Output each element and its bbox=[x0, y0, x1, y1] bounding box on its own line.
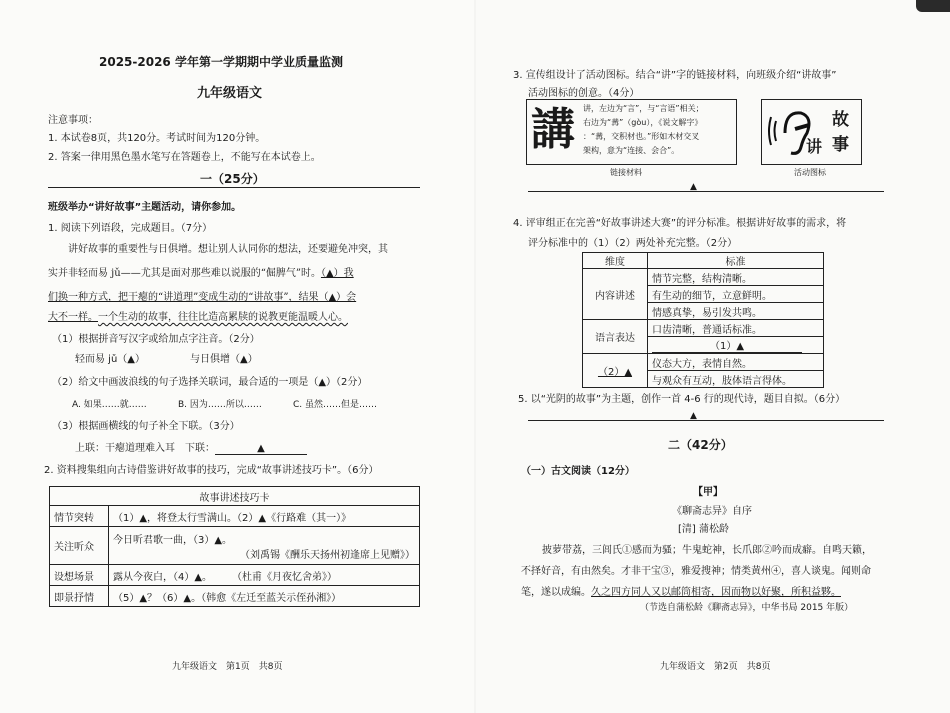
classical-reading-heading: （一）古文阅读（12分） bbox=[521, 466, 635, 477]
q3-answer-mark: ▲ bbox=[690, 182, 697, 192]
q1-sub2-option-a: A. 如果……就…… bbox=[72, 400, 147, 410]
q1-sub3: （3）根据画横线的句子补全下联。（3分） bbox=[52, 421, 240, 432]
material-line-3: ：“冓，交积材也。”形如木材交叉 bbox=[583, 132, 700, 141]
classical-text-line-3 bbox=[521, 583, 841, 598]
question-2-title: 2. 资料搜集组向古诗借鉴讲好故事的技巧，完成“故事讲述技巧卡”。（6分） bbox=[44, 465, 379, 476]
corner-mark bbox=[916, 0, 950, 12]
couplet-answer-blank: ▲ bbox=[215, 443, 307, 455]
card-row-content: 露从今夜白，（4）▲。 （杜甫《月夜忆舍弟》） bbox=[109, 565, 420, 586]
question-5: 5. 以“光阴的故事”为主题，创作一首 4-6 行的现代诗，题目自拟。（6分） bbox=[518, 394, 846, 405]
classical-text-line-1: 披萝带荔，三闾氏①感而为骚；牛鬼蛇神，长爪郎②吟而成癖。自鸣天籁， bbox=[542, 545, 872, 556]
couplet-line bbox=[75, 439, 307, 455]
criteria-blank-1: （1）▲ bbox=[652, 337, 802, 353]
notice-item-1: 1. 本试卷8页，共120分。考试时间为120分钟。 bbox=[48, 133, 266, 144]
material-caption: 链接材料 bbox=[610, 168, 642, 177]
card-row-content: （1）▲，将登太行雪满山。（2）▲《行路难（其一）》 bbox=[109, 506, 420, 527]
q1-sub1-item-a: 轻而易 jǔ（▲） bbox=[75, 354, 145, 365]
classical-text-line-2: 不择好音，有由然矣。才非干宝③，雅爱搜神；情类黄州④，喜人谈鬼。闻则命 bbox=[521, 566, 871, 577]
material-line-2: 右边为“冓”（gòu），《说文解字》 bbox=[583, 118, 703, 127]
classical-source: （节选自蒲松龄《聊斋志异》，中华书局 2015 年版） bbox=[640, 603, 854, 613]
criteria-cell: 口齿清晰，普通话标准。 bbox=[648, 320, 824, 337]
icon-caption: 活动图标 bbox=[794, 168, 826, 177]
card-row-label: 设想场景 bbox=[50, 565, 109, 586]
card-row-label: 关注听众 bbox=[50, 527, 109, 565]
q1-sub2-option-b: B. 因为……所以…… bbox=[178, 400, 262, 410]
card-row-label: 即景抒情 bbox=[50, 586, 109, 607]
passage-jia-label: 【甲】 bbox=[693, 487, 723, 498]
passage-blank-1: （▲）我 bbox=[320, 268, 354, 279]
classical-underlined-sentence: 久之四方同人又以邮筒相寄，因而物以好聚，所积益夥。 bbox=[591, 587, 841, 598]
q1-sub1: （1）根据拼音写汉字或给加点字注音。（2分） bbox=[52, 334, 260, 345]
couplet-text: 上联：干瘪道理难入耳 下联： bbox=[75, 443, 215, 454]
sound-wave-icon bbox=[769, 117, 771, 145]
passage-line-4 bbox=[48, 308, 348, 323]
criteria-cell: 情节完整，结构清晰。 bbox=[648, 269, 824, 286]
activity-intro: 班级举办“讲好故事”主题活动，请你参加。 bbox=[48, 202, 242, 213]
passage-author: [清] 蒲松龄 bbox=[678, 524, 729, 535]
passage-wavy-sentence: 一个生动的故事，往往比造高累牍的说教更能温暖人心。 bbox=[98, 312, 348, 323]
group-blank-2 bbox=[583, 354, 648, 388]
question-1-title: 1. 阅读下列语段，完成题目。（7分） bbox=[48, 223, 213, 234]
scoring-criteria-table bbox=[582, 252, 824, 388]
dimension-blank-2: （2）▲ bbox=[597, 367, 633, 378]
question-4-line-1: 4. 评审组正在完善“好故事讲述大赛”的评分标准。根据讲好故事的需求，将 bbox=[513, 218, 847, 229]
q1-sub2-option-c: C. 虽然……但是…… bbox=[293, 400, 378, 410]
criteria-cell: 与观众有互动，肢体语言得体。 bbox=[648, 371, 824, 388]
q3-answer-line bbox=[528, 191, 884, 192]
material-line-4: 架构，意为“连接、会合”。 bbox=[583, 146, 680, 155]
passage-work-title: 《聊斋志异》自序 bbox=[672, 506, 752, 517]
icon-char-gu: 故 bbox=[832, 110, 849, 130]
criteria-cell bbox=[648, 337, 824, 354]
passage-line-4-start: 大不一样。 bbox=[48, 312, 98, 323]
criteria-cell: 有生动的细节，立意鲜明。 bbox=[648, 286, 824, 303]
q1-sub1-item-b: 与日俱增（▲） bbox=[190, 354, 258, 365]
card-header: 故事讲述技巧卡 bbox=[50, 487, 420, 506]
right-page-footer: 九年级语文 第2页 共8页 bbox=[660, 662, 771, 672]
card-row-content-line1: 今日听君歌一曲，（3）▲。 bbox=[113, 534, 233, 546]
group-content: 内容讲述 bbox=[583, 269, 648, 320]
icon-char-shi: 事 bbox=[832, 135, 849, 155]
material-line-1: 讲，左边为“言”，与“言语”相关； bbox=[583, 104, 704, 113]
icon-char-jiang: 讲 bbox=[806, 137, 823, 156]
passage-line-2-text: 实并非轻而易 jǔ——尤其是面对那些难以说服的“倔脾气”时。 bbox=[48, 268, 321, 279]
passage-line-3: 们换一种方式，把干瘪的“讲道理”变成生动的“讲故事”，结果（▲）会 bbox=[48, 292, 357, 303]
section-one-rule bbox=[48, 187, 420, 188]
exam-subject: 九年级语文 bbox=[197, 86, 263, 101]
notice-heading: 注意事项： bbox=[48, 115, 98, 126]
classical-text-line-3-start: 笔，遂以成编。 bbox=[521, 587, 591, 598]
table-header-dimension: 维度 bbox=[583, 253, 648, 269]
section-one-heading: 一（25分） bbox=[200, 172, 265, 186]
card-row-content: （5）▲？（6）▲。（韩愈《左迁至蓝关示侄孙湘》） bbox=[109, 586, 420, 607]
card-row-label: 情节突转 bbox=[50, 506, 109, 527]
question-3-line-1: 3. 宣传组设计了活动图标。结合“讲”字的链接材料，向班级介绍“讲故事” bbox=[513, 70, 837, 81]
card-row-content bbox=[109, 527, 420, 565]
section-two-heading: 二（42分） bbox=[668, 438, 733, 452]
exam-title: 2025-2026 学年第一学期期中学业质量监测 bbox=[99, 55, 343, 69]
left-page-footer: 九年级语文 第1页 共8页 bbox=[172, 662, 283, 672]
card-row-content-line2: （刘禹锡《酬乐天扬州初逢席上见赠》） bbox=[240, 549, 415, 561]
question-3-line-2: 活动图标的创意。（4分） bbox=[528, 88, 640, 99]
criteria-cell: 情感真挚，易引发共鸣。 bbox=[648, 303, 824, 320]
notice-item-2: 2. 答案一律用黑色墨水笔写在答题卷上，不能写在本试卷上。 bbox=[48, 152, 321, 163]
table-header-criteria: 标准 bbox=[648, 253, 824, 269]
passage-line-1: 讲好故事的重要性与日俱增。想让别人认同你的想法，还要避免冲突，其 bbox=[68, 244, 388, 255]
question-4-line-2: 评分标准中的（1）（2）两处补充完整。（2分） bbox=[528, 238, 738, 249]
q5-answer-mark: ▲ bbox=[690, 411, 697, 421]
sound-wave-icon bbox=[775, 121, 777, 141]
q5-answer-line bbox=[528, 420, 884, 421]
jiang-seal-glyph: 講 bbox=[531, 104, 575, 155]
story-skill-card bbox=[49, 486, 420, 607]
criteria-cell: 仪态大方，表情自然。 bbox=[648, 354, 824, 371]
passage-line-2 bbox=[48, 264, 354, 279]
group-language: 语言表达 bbox=[583, 320, 648, 354]
q1-sub2: （2）给文中画波浪线的句子选择关联词，最合适的一项是（▲）（2分） bbox=[52, 377, 368, 388]
